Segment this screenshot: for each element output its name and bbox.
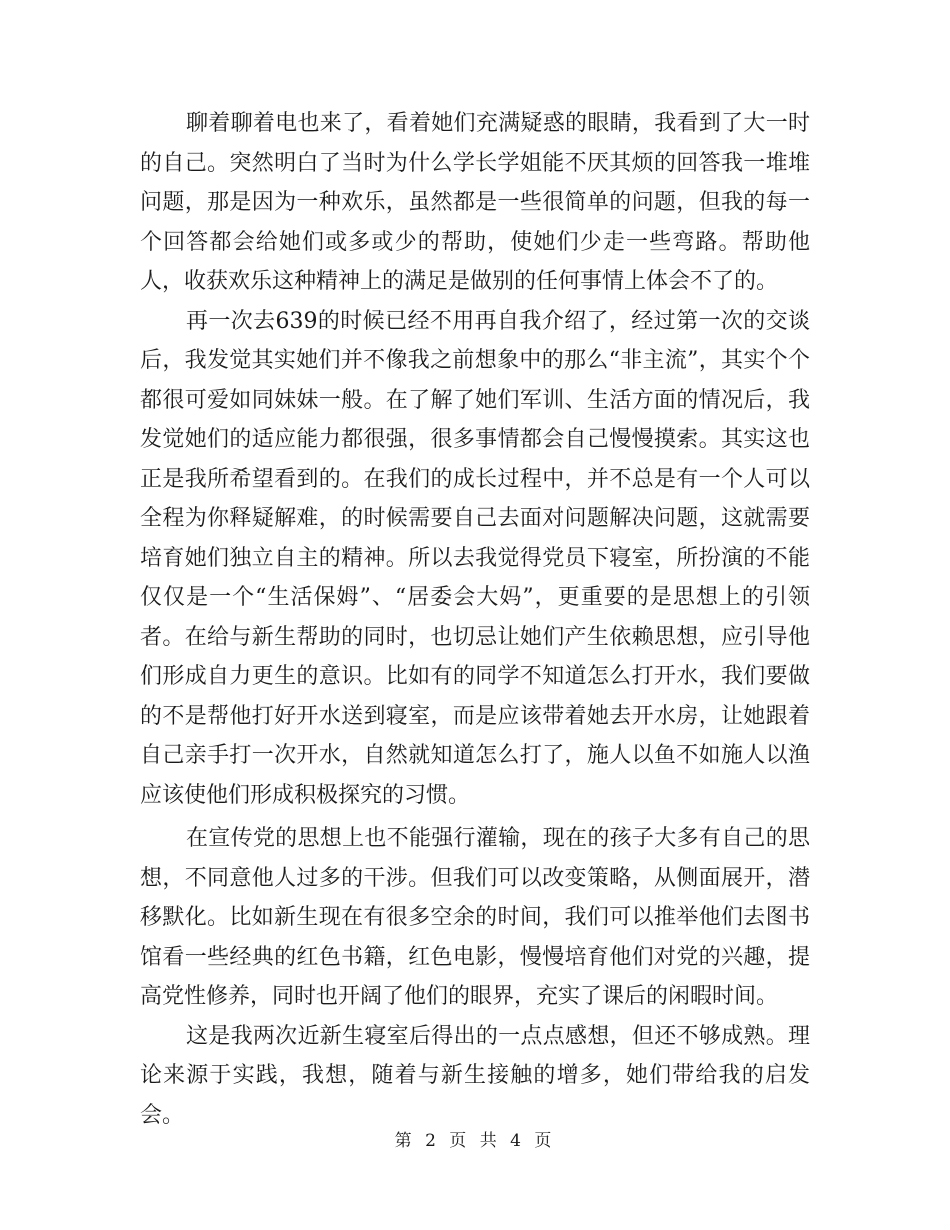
paragraph-2: 再一次去639的时候已经不用再自我介绍了，经过第一次的交谈后，我发觉其实她们并不像我之前想象中的那么“非主流”，其实个个都很可爱如同妹妹一般。在了解了她们军训、生活方面的情况后，我发觉她们的适应能力都很强，很多事情都会自己慢慢摸索。其实这也正是我所希望看到的。在我们的成长过程中，并不总是有一个人可以全程为你释疑解难，的时候需要自己去面对问题解决问题，这就需要培育她们独立自主的精神。所以去我觉得党员下寝室，所扮演的不能仅仅是一个“生活保姆”、“居委会大妈”，更重要的是思想上的引领者。在给与新生帮助的同时，也切忌让她们产生依赖思想，应引导他们形成自力更生的意识。比如有的同学不知道怎么打开水，我们要做的不是帮他打好开水送到寝室，而是应该带着她去开水房，让她跟着自己亲手打一次开水，自然就知道怎么打了，施人以鱼不如施人以渔应该使他们形成积极探究的习惯。 [140,308,810,808]
page-number-footer: 第 2 页 共 4 页 [394,1131,556,1151]
document-body [140,104,810,1135]
paragraph-3: 在宣传党的思想上也不能强行灌输，现在的孩子大多有自己的思想，不同意他人过多的干涉。但我们可以改变策略，从侧面展开，潜移默化。比如新生现在有很多空余的时间，我们可以推举他们去图书馆看一些经典的红色书籍，红色电影，慢慢培育他们对党的兴趣，提高党性修养，同时也开阔了他们的眼界，充实了课后的闲暇时间。 [140,826,810,1009]
paragraph-1: 聊着聊着电也来了，看着她们充满疑惑的眼睛，我看到了大一时的自己。突然明白了当时为什么学长学姐能不厌其烦的回答我一堆堆问题，那是因为一种欢乐，虽然都是一些很简单的问题，但我的每一个回答都会给她们或多或少的帮助，使她们少走一些弯路。帮助他人，收获欢乐这种精神上的满足是做别的任何事情上体会不了的。 [140,111,810,294]
paragraph-4: 这是我两次近新生寝室后得出的一点点感想，但还不够成熟。理论来源于实践，我想，随着与新生接触的增多，她们带给我的启发会。 [140,1023,810,1128]
